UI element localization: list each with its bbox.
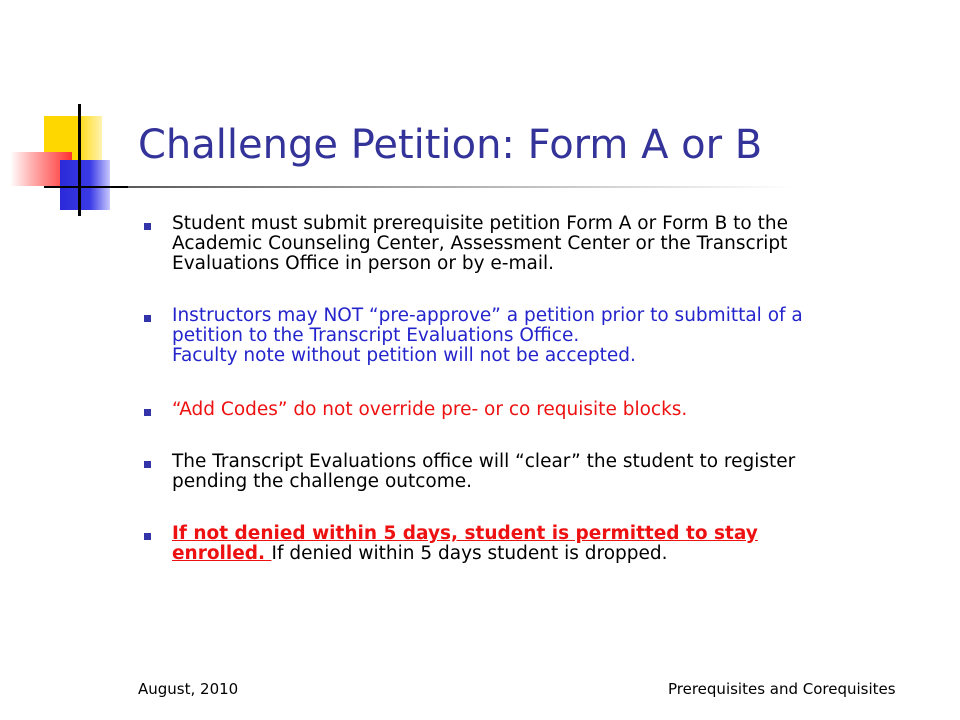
- bullet-text-line: The Transcript Evaluations office will “clear” the student to register: [172, 451, 796, 472]
- bullet-text-line: Instructors may NOT “pre-approve” a petition prior to submittal of a: [172, 305, 803, 326]
- square-bullet-icon: [144, 533, 151, 540]
- decor-blue-square: [60, 160, 110, 210]
- bullet-text-line: Faculty note without petition will not be accepted.: [172, 345, 636, 366]
- emphasis-text: If not denied within 5 days, student is permitted to stay: [172, 523, 758, 544]
- bullet-text-line: Academic Counseling Center, Assessment Center or the Transcript: [172, 233, 788, 254]
- bullet-text: If denied within 5 days student is dropped.: [271, 543, 668, 564]
- bullet-item: [138, 400, 898, 420]
- bullet-text-line: Student must submit prerequisite petition Form A or Form B to the: [172, 213, 788, 234]
- bullet-text-line: [172, 544, 898, 564]
- bullet-text-line: pending the challenge outcome.: [172, 471, 473, 492]
- bullet-item: [138, 452, 898, 492]
- bullet-text-line: petition to the Transcript Evaluations Office.: [172, 325, 580, 346]
- square-bullet-icon: [144, 315, 151, 322]
- bullet-text-line: Evaluations Office in person or by e-mail.: [172, 253, 555, 274]
- bullet-text-line: “Add Codes” do not override pre- or co requisite blocks.: [172, 399, 688, 420]
- bullet-item: [138, 524, 898, 564]
- square-bullet-icon: [144, 409, 151, 416]
- bullet-item: [138, 214, 898, 274]
- bullet-list: [138, 214, 898, 564]
- slide-title: Challenge Petition: Form A or B: [138, 122, 763, 168]
- bullet-text-line: [172, 524, 898, 544]
- decor-vertical-line: [78, 104, 81, 216]
- square-bullet-icon: [144, 223, 151, 230]
- bullet-item: [138, 306, 898, 366]
- square-bullet-icon: [144, 461, 151, 468]
- title-underline: [128, 186, 794, 188]
- footer-date: August, 2010: [138, 680, 239, 698]
- emphasis-text: enrolled.: [172, 543, 272, 564]
- footer-topic: Prerequisites and Corequisites: [668, 680, 896, 698]
